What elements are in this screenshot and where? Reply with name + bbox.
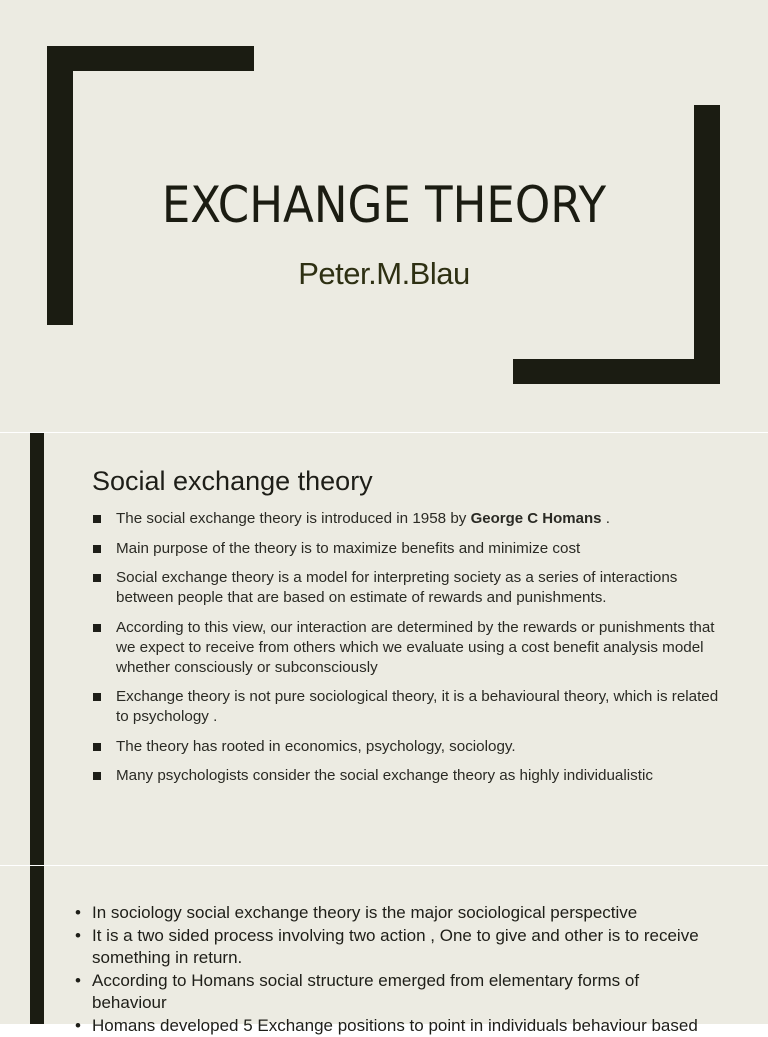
list-item bbox=[92, 568, 732, 608]
square-bullet-icon bbox=[93, 545, 101, 553]
list-item bbox=[74, 970, 714, 1015]
list-item-text: According to Homans social structure emerged from elementary forms of behaviour bbox=[92, 971, 639, 1013]
list-item-text: The social exchange theory is introduced in 1958 by bbox=[116, 510, 471, 527]
list-item bbox=[92, 766, 732, 786]
square-bullet-icon bbox=[93, 693, 101, 701]
dot-bullet-icon: • bbox=[75, 902, 81, 925]
list-item bbox=[74, 902, 714, 925]
bullet-list bbox=[92, 509, 732, 796]
content-slide-sociology bbox=[0, 866, 768, 1024]
title-slide bbox=[0, 0, 768, 432]
list-item-text: In sociology social exchange theory is the major sociological perspective bbox=[92, 903, 637, 922]
dot-bullet-icon: • bbox=[75, 970, 81, 993]
list-item bbox=[74, 1015, 714, 1037]
square-bullet-icon bbox=[93, 743, 101, 751]
list-item-text: The theory has rooted in economics, psychology, sociology. bbox=[116, 738, 516, 755]
slide-title: EXCHANGE THEORY bbox=[38, 176, 729, 234]
dot-bullet-icon: • bbox=[75, 925, 81, 948]
list-item-text: Social exchange theory is a model for interpreting society as a series of interactions between people that are based on estimate of rewards and punishments. bbox=[116, 569, 677, 606]
list-item bbox=[92, 687, 732, 727]
list-item-text: Many psychologists consider the social exchange theory as highly individualistic bbox=[116, 767, 653, 784]
slide-heading: Social exchange theory bbox=[92, 466, 373, 497]
square-bullet-icon bbox=[93, 772, 101, 780]
square-bullet-icon bbox=[93, 624, 101, 632]
list-item bbox=[92, 737, 732, 757]
list-item bbox=[92, 509, 732, 529]
square-bullet-icon bbox=[93, 515, 101, 523]
dot-bullet-icon: • bbox=[75, 1015, 81, 1037]
left-accent-bar bbox=[30, 866, 44, 1024]
list-item-text-tail: . bbox=[601, 510, 609, 527]
left-accent-bar bbox=[30, 433, 44, 865]
list-item-text: Homans developed 5 Exchange positions to point in individuals behaviour based bbox=[92, 1016, 698, 1035]
list-item-text: Exchange theory is not pure sociological theory, it is a behavioural theory, which is related to psychology . bbox=[116, 688, 718, 725]
list-item bbox=[92, 539, 732, 559]
list-item bbox=[74, 925, 714, 970]
frame-corner-top-left-horizontal bbox=[47, 46, 254, 71]
content-slide-social-exchange bbox=[0, 433, 768, 865]
frame-corner-bottom-right-horizontal bbox=[513, 359, 720, 384]
slide-subtitle: Peter.M.Blau bbox=[0, 256, 768, 292]
frame-corner-bottom-right-vertical bbox=[694, 105, 720, 384]
square-bullet-icon bbox=[93, 574, 101, 582]
list-item bbox=[92, 618, 732, 678]
bullet-list bbox=[74, 902, 714, 1037]
list-item-bold-text: George C Homans bbox=[471, 510, 602, 527]
list-item-text: It is a two sided process involving two action , One to give and other is to receive something in return. bbox=[92, 926, 699, 968]
list-item-text: According to this view, our interaction are determined by the rewards or punishments that we expect to receive from others which we evaluate using a cost benefit analysis model whether consciously or subconsciously bbox=[116, 619, 715, 676]
list-item-text: Main purpose of the theory is to maximize benefits and minimize cost bbox=[116, 540, 580, 557]
